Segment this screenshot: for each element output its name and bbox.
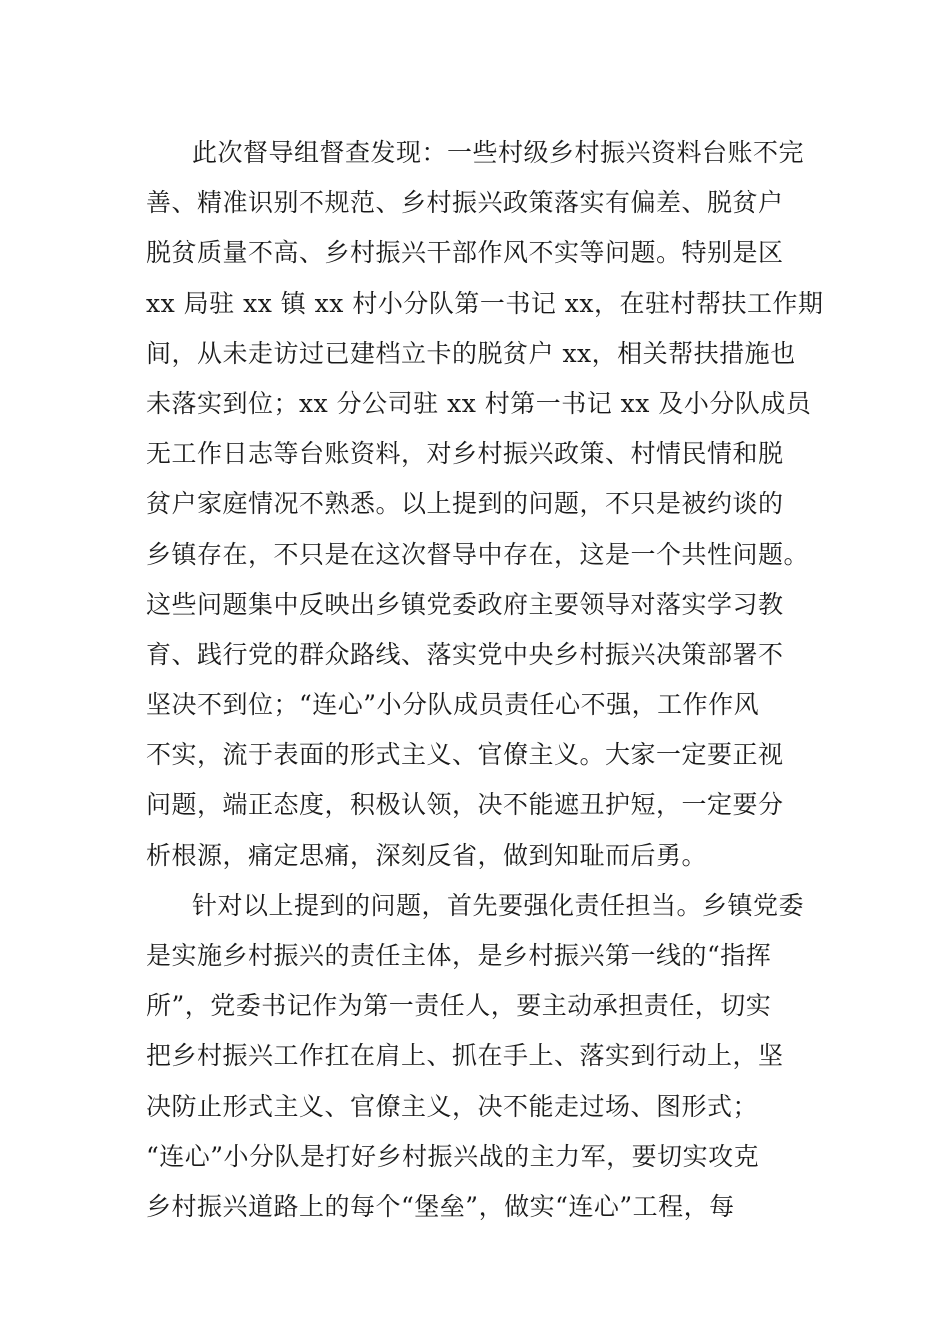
paragraph-line: 针对以上提到的问题，首先要强化责任担当。乡镇党委	[192, 890, 805, 920]
paragraph-line: 析根源，痛定思痛，深刻反省，做到知耻而后勇。	[146, 840, 708, 870]
paragraph-line: 育、践行党的群众路线、落实党中央乡村振兴决策部署不	[146, 639, 784, 669]
paragraph-line: 未落实到位；xx 分公司驻 xx 村第一书记 xx 及小分队成员	[146, 388, 812, 418]
paragraph-line: 这些问题集中反映出乡镇党委政府主要领导对落实学习教	[146, 589, 784, 619]
paragraph-line: 乡村振兴道路上的每个“堡垒”，做实“连心”工程，每	[146, 1191, 735, 1221]
document-body	[146, 128, 824, 1232]
paragraph-2	[146, 881, 811, 1232]
paragraph-line: xx 局驻 xx 镇 xx 村小分队第一书记 xx，在驻村帮扶工作期	[146, 288, 824, 318]
paragraph-line: 问题，端正态度，积极认领，决不能遮丑护短，一定要分	[146, 790, 784, 820]
paragraph-line: 所”，党委书记作为第一责任人，要主动承担责任，切实	[146, 991, 772, 1021]
paragraph-line: 乡镇存在，不只是在这次督导中存在，这是一个共性问题。	[146, 539, 810, 569]
paragraph-line: 坚决不到位；“连心”小分队成员责任心不强，工作作风	[146, 690, 760, 720]
paragraph-line: 贫户家庭情况不熟悉。以上提到的问题，不只是被约谈的	[146, 489, 784, 519]
paragraph-1	[146, 128, 824, 881]
paragraph-line: 无工作日志等台账资料，对乡村振兴政策、村情民情和脱	[146, 439, 784, 469]
paragraph-line: 是实施乡村振兴的责任主体，是乡村振兴第一线的“指挥	[146, 941, 772, 970]
paragraph-line: 此次督导组督查发现：一些村级乡村振兴资料台账不完	[192, 138, 805, 167]
paragraph-line: 把乡村振兴工作扛在肩上、抓在手上、落实到行动上，坚	[146, 1041, 784, 1071]
paragraph-line: 善、精准识别不规范、乡村振兴政策落实有偏差、脱贫户	[146, 188, 784, 218]
paragraph-line: 脱贫质量不高、乡村振兴干部作风不实等问题。特别是区	[146, 238, 784, 268]
paragraph-line: 间，从未走访过已建档立卡的脱贫户 xx，相关帮扶措施也	[146, 338, 796, 368]
paragraph-line: 决防止形式主义、官僚主义，决不能走过场、图形式；	[146, 1091, 759, 1121]
paragraph-line: “连心”小分队是打好乡村振兴战的主力军，要切实攻克	[146, 1141, 760, 1171]
paragraph-line: 不实，流于表面的形式主义、官僚主义。大家一定要正视	[146, 740, 784, 770]
